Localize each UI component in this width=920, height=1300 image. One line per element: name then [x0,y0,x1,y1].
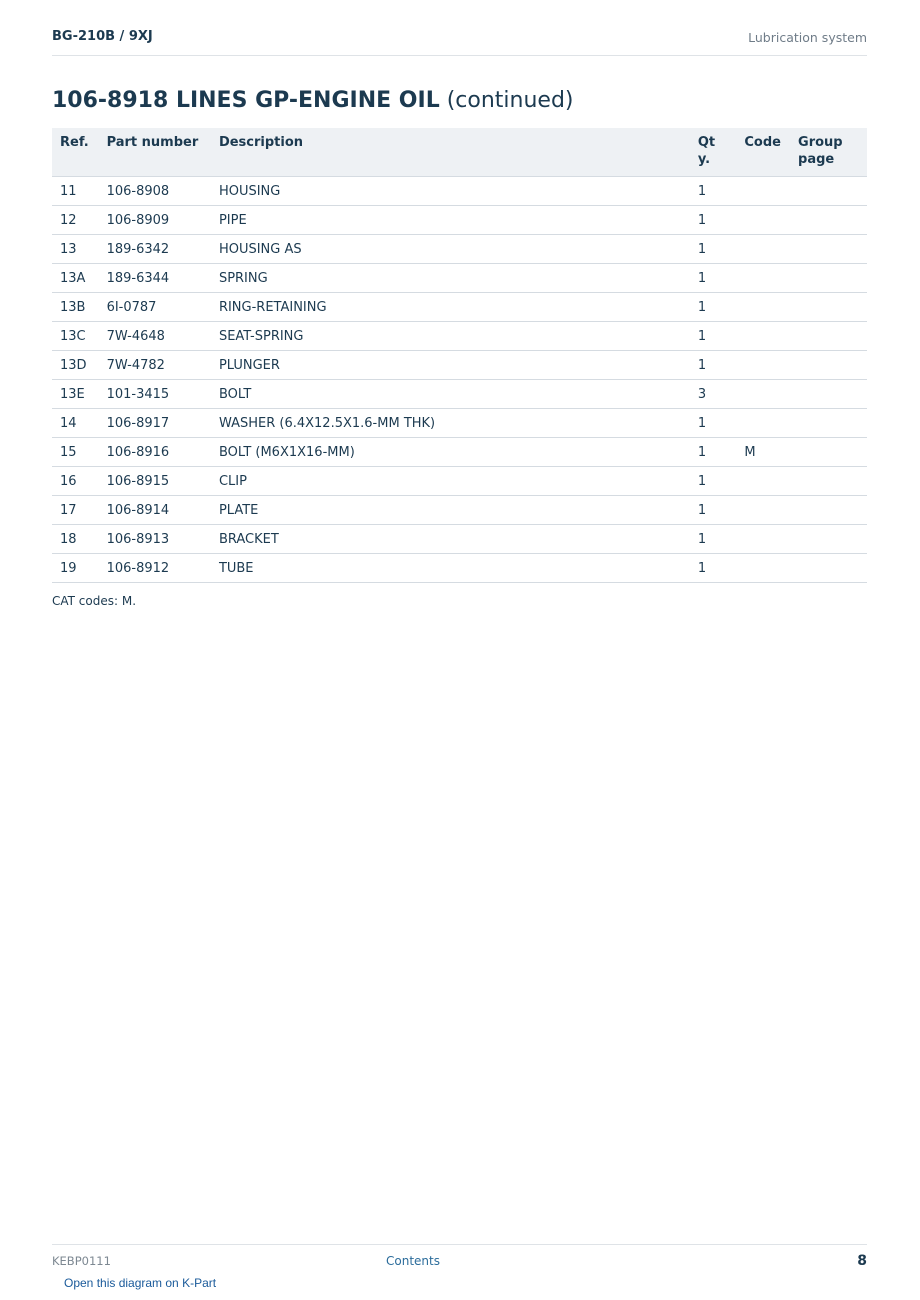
table-row [52,177,867,206]
cell-group-page [790,409,867,438]
parts-table-body [52,177,867,583]
cell-qty: 1 [690,496,737,525]
cell-part-number: 106-8912 [99,554,211,583]
cell-ref: 13 [52,235,99,264]
cell-ref: 17 [52,496,99,525]
page-title [52,88,574,113]
cell-ref: 13E [52,380,99,409]
cell-qty: 1 [690,235,737,264]
cell-qty: 1 [690,438,737,467]
cell-part-number: 106-8913 [99,525,211,554]
page-header [52,29,867,56]
cell-description: WASHER (6.4X12.5X1.6-MM THK) [211,409,690,438]
col-header-code: Code [736,128,790,177]
page-number: 8 [857,1253,867,1269]
cell-part-number: 6I-0787 [99,293,211,322]
cell-description: HOUSING [211,177,690,206]
table-row [52,525,867,554]
cell-part-number: 7W-4648 [99,322,211,351]
cell-qty: 1 [690,467,737,496]
col-header-qty [690,128,737,177]
cell-part-number: 7W-4782 [99,351,211,380]
cell-qty: 3 [690,380,737,409]
cell-code [736,467,790,496]
table-row [52,351,867,380]
col-header-qty-label: Qty. [697,135,716,167]
cell-group-page [790,206,867,235]
cell-description: BRACKET [211,525,690,554]
document-id: KEBP0111 [52,1254,111,1268]
cell-group-page [790,525,867,554]
cell-code [736,206,790,235]
parts-table [52,128,867,583]
cell-part-number: 106-8916 [99,438,211,467]
cell-group-page [790,554,867,583]
cell-code [736,380,790,409]
cell-code [736,293,790,322]
cell-description: RING-RETAINING [211,293,690,322]
cell-part-number: 106-8914 [99,496,211,525]
cell-group-page [790,496,867,525]
cell-ref: 13D [52,351,99,380]
cell-description: HOUSING AS [211,235,690,264]
cell-code [736,409,790,438]
cell-qty: 1 [690,554,737,583]
cell-code [736,235,790,264]
cell-group-page [790,467,867,496]
cell-ref: 18 [52,525,99,554]
cell-group-page [790,264,867,293]
table-row [52,438,867,467]
cell-qty: 1 [690,351,737,380]
table-row [52,235,867,264]
table-row [52,467,867,496]
cell-code [736,264,790,293]
cell-part-number: 106-8915 [99,467,211,496]
cell-qty: 1 [690,525,737,554]
table-row [52,206,867,235]
cell-description: CLIP [211,467,690,496]
cell-description: BOLT (M6X1X16-MM) [211,438,690,467]
cell-group-page [790,380,867,409]
cell-ref: 16 [52,467,99,496]
col-header-description: Description [211,128,690,177]
table-row [52,554,867,583]
cell-group-page [790,235,867,264]
cell-group-page [790,322,867,351]
cell-part-number: 189-6344 [99,264,211,293]
cell-code [736,554,790,583]
cell-code: M [736,438,790,467]
table-row [52,409,867,438]
cell-ref: 11 [52,177,99,206]
col-header-part-number: Part number [99,128,211,177]
cell-description: PLATE [211,496,690,525]
cell-description: BOLT [211,380,690,409]
cell-qty: 1 [690,322,737,351]
cat-codes-note: CAT codes: M. [52,594,137,608]
cell-qty: 1 [690,177,737,206]
cell-description: PIPE [211,206,690,235]
cell-code [736,525,790,554]
cell-code [736,322,790,351]
cell-qty: 1 [690,293,737,322]
cell-group-page [790,438,867,467]
table-row [52,380,867,409]
open-diagram-link[interactable]: Open this diagram on K-Part [64,1276,217,1290]
cell-ref: 15 [52,438,99,467]
cell-part-number: 101-3415 [99,380,211,409]
table-header-row [52,128,867,177]
cell-group-page [790,293,867,322]
cell-description: SEAT-SPRING [211,322,690,351]
cell-part-number: 106-8917 [99,409,211,438]
cell-ref: 13B [52,293,99,322]
cell-description: TUBE [211,554,690,583]
page-footer [52,1244,867,1269]
cell-code [736,496,790,525]
col-header-group-page: Group page [790,128,867,177]
cell-code [736,351,790,380]
cell-description: SPRING [211,264,690,293]
table-row [52,264,867,293]
title-suffix: (continued) [446,88,574,113]
table-row [52,496,867,525]
cell-qty: 1 [690,409,737,438]
cell-qty: 1 [690,264,737,293]
cell-part-number: 106-8909 [99,206,211,235]
cell-ref: 13A [52,264,99,293]
cell-ref: 12 [52,206,99,235]
section-label: Lubrication system [748,30,867,45]
col-header-ref: Ref. [52,128,99,177]
cell-code [736,177,790,206]
table-row [52,293,867,322]
table-row [52,322,867,351]
cell-ref: 14 [52,409,99,438]
model-label: BG-210B / 9XJ [52,29,153,44]
cell-qty: 1 [690,206,737,235]
title-main: 106-8918 LINES GP-ENGINE OIL [52,88,440,113]
cell-ref: 19 [52,554,99,583]
cell-part-number: 189-6342 [99,235,211,264]
cell-group-page [790,177,867,206]
contents-link[interactable]: Contents [386,1254,440,1268]
cell-part-number: 106-8908 [99,177,211,206]
cell-group-page [790,351,867,380]
cell-ref: 13C [52,322,99,351]
cell-description: PLUNGER [211,351,690,380]
